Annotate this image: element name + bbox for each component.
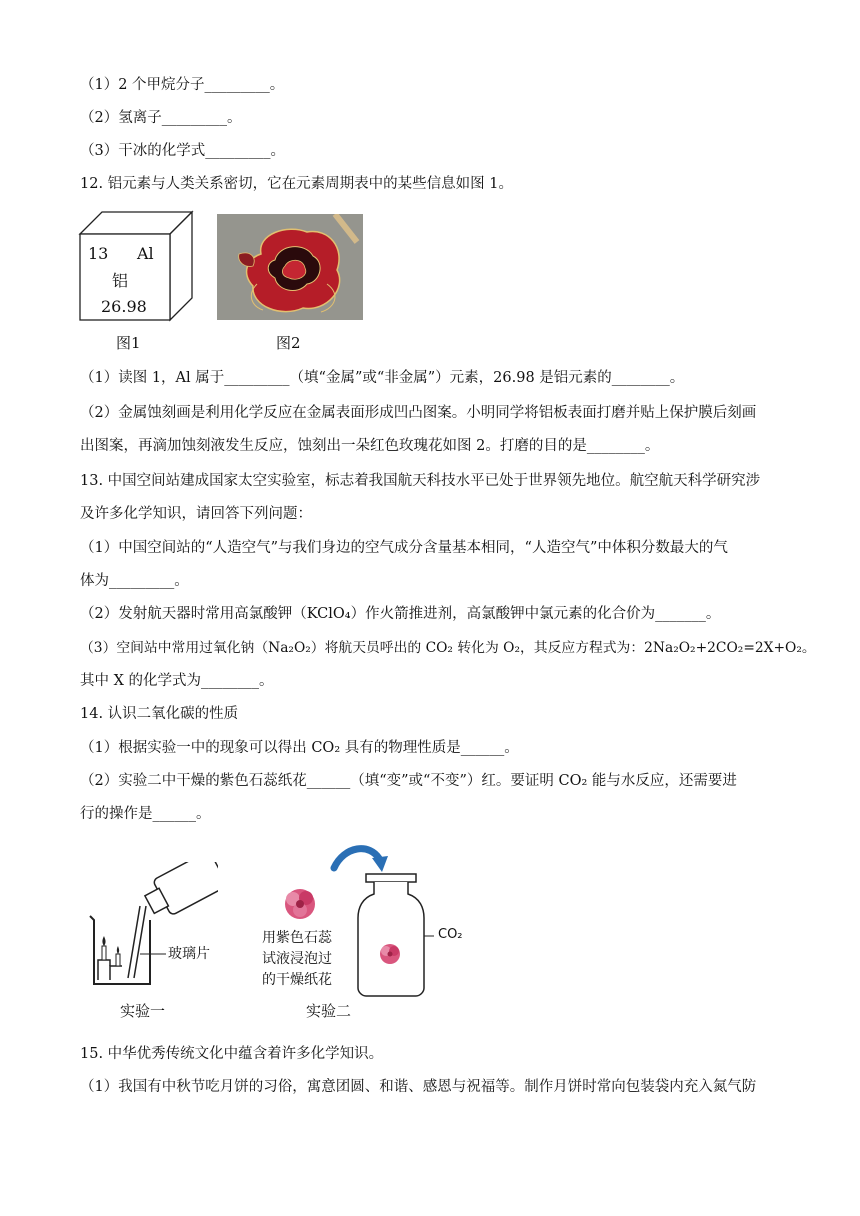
glass-plate-label: 玻璃片: [168, 946, 210, 962]
q14-2-line2: 行的操作是______。: [80, 806, 211, 822]
co2-label: CO₂: [438, 927, 463, 942]
q12-2-line2: 出图案，再滴加蚀刻液发生反应，蚀刻出一朵红色玫瑰花如图 2。打磨的目的是________。: [80, 438, 660, 454]
q12-1: （1）读图 1，Al 属于_________（填“金属”或“非金属”）元素，26.98 是铝元素的________。: [80, 370, 685, 386]
q11-1: （1）2 个甲烷分子_________。: [80, 77, 285, 93]
litmus-flower-text-2: 试液浸泡过: [262, 951, 332, 967]
q12-2-line1: （2）金属蚀刻画是利用化学反应在金属表面形成凹凸图案。小明同学将铝板表面打磨并贴上保护膜后刻画: [80, 405, 757, 421]
q13-3-line1: （3）空间站中常用过氧化钠（Na₂O₂）将航天员呼出的 CO₂ 转化为 O₂，其反应方程式为：2Na₂O₂+2CO₂=2X+O₂。: [80, 640, 816, 656]
element-name: 铝: [112, 271, 129, 290]
litmus-flower-text-3: 的干燥纸花: [262, 972, 332, 988]
atomic-number: 13: [88, 244, 109, 263]
figure1-caption: 图1: [116, 334, 141, 352]
q14-1: （1）根据实验一中的现象可以得出 CO₂ 具有的物理性质是______。: [80, 740, 519, 756]
q12-title: 12. 铝元素与人类关系密切，它在元素周期表中的某些信息如图 1。: [80, 176, 514, 192]
experiment1-caption: 实验一: [120, 1002, 166, 1020]
q14-title: 14. 认识二氧化碳的性质: [80, 706, 239, 722]
q11-3: （3）干冰的化学式_________。: [80, 143, 285, 159]
experiment2-caption: 实验二: [306, 1002, 352, 1020]
figure2-caption: 图2: [276, 334, 301, 352]
q13-1-line1: （1）中国空间站的“人造空气”与我们身边的空气成分含量基本相同，“人造空气”中体积分数最大的气: [80, 540, 728, 556]
q11-2: （2）氢离子_________。: [80, 110, 242, 126]
q13-title-line2: 及许多化学知识，请回答下列问题：: [80, 506, 312, 522]
q13-2: （2）发射航天器时常用高氯酸钾（KClO₄）作火箭推进剂，高氯酸钾中氯元素的化合价为_______。: [80, 606, 721, 622]
litmus-flower-text-1: 用紫色石蕊: [262, 930, 332, 946]
atomic-mass: 26.98: [101, 297, 147, 316]
q14-2-line1: （2）实验二中干燥的紫色石蕊纸花______（填“变”或“不变”）红。要证明 CO₂ 能与水反应，还需要进: [80, 773, 737, 789]
q13-title-line1: 13. 中国空间站建成国家太空实验室，标志着我国航天科技水平已处于世界领先地位。航空航天科学研究涉: [80, 473, 761, 489]
experiment1-diagram: [88, 862, 218, 992]
rose-etching-photo: [217, 214, 363, 320]
q13-1-line2: 体为_________。: [80, 573, 189, 589]
q13-3-line2: 其中 X 的化学式为________。: [80, 673, 274, 689]
q15-title: 15. 中华优秀传统文化中蕴含着许多化学知识。: [80, 1046, 384, 1062]
element-symbol: Al: [137, 244, 154, 263]
q15-1: （1）我国有中秋节吃月饼的习俗，寓意团圆、和谐、感恩与祝福等。制作月饼时常向包装袋内充入氮气防: [80, 1079, 757, 1095]
